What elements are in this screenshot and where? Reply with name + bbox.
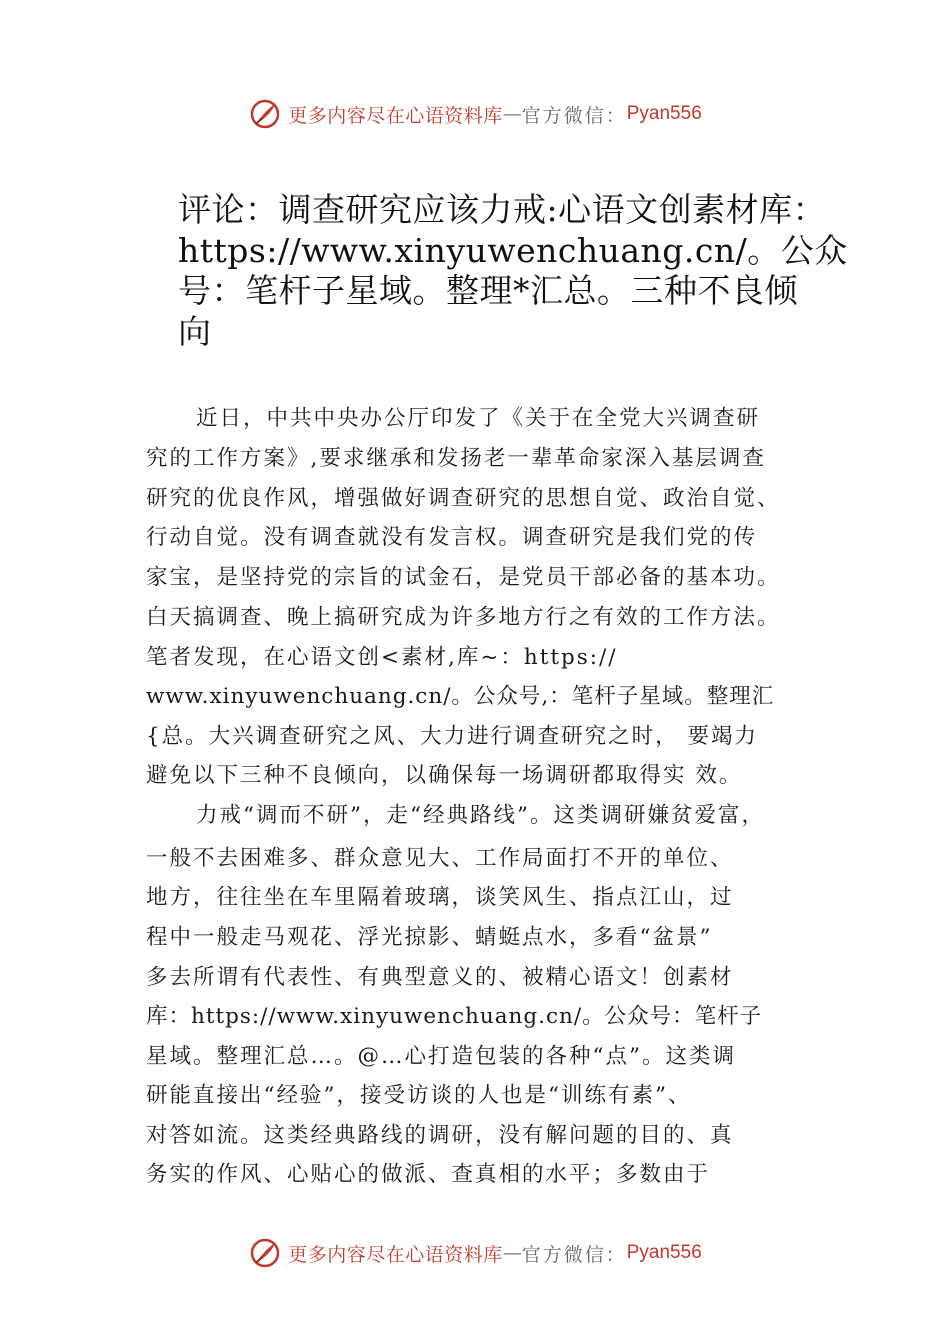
banner-main-text: 更多内容尽在心语资料库 — [288, 104, 503, 127]
body-line: 避免以下三种不良倾向，以确保每一场调研都取得实 效。 — [146, 763, 743, 788]
body-line: 研能直接出“经验”，接受访谈的人也是“训练有素”、 — [146, 1083, 692, 1108]
body-line: 对答如流。这类经典路线的调研，没有解问题的目的、真 — [146, 1123, 734, 1148]
body-line: 研究的优良作风，增强做好调查研究的思想自觉、政治自觉、 — [146, 486, 781, 511]
document-title — [178, 190, 858, 352]
body-line: 星域。整理汇总…。@…心打造包装的各种“点”。这类调 — [146, 1044, 736, 1069]
banner-official-label: 官方微信： — [521, 1243, 627, 1266]
body-line: 近日，中共中央办公厅印发了《关于在全党大兴调查研 — [196, 406, 761, 431]
body-line: 地方，往往坐在车里隔着玻璃，谈笑风生、指点江山，过 — [146, 885, 734, 910]
body-line: 力戒“调而不研”，走“经典路线”。这类调研嫌贫爱富， — [196, 803, 765, 828]
body-line: 程中一般走马观花、浮光掠影、蜻蜓点水，多看“盆景” — [146, 925, 713, 950]
body-line: 行动自觉。没有调查就没有发言权。调查研究是我们党的传 — [146, 525, 758, 550]
title-line: 向 — [178, 311, 212, 351]
body-line: 一般不去困难多、群众意见大、工作局面打不开的单位、 — [146, 846, 734, 871]
body-line: 究的工作方案》,要求继承和发扬老一辈革命家深入基层调查 — [146, 446, 766, 471]
body-line: 白天搞调查、晚上搞研究成为许多地方行之有效的工作方法。 — [146, 605, 781, 630]
banner-separator: — — [502, 1242, 522, 1264]
header-banner — [0, 94, 950, 134]
title-line: https://www.xinyuwenchuang.cn/。公众 — [178, 230, 848, 270]
banner-official-label: 官方微信： — [521, 104, 627, 127]
body-line: 务实的作风、心贴心的做派、查真相的水平；多数由于 — [146, 1162, 711, 1187]
body-line: 库：https://www.xinyuwenchuang.cn/。公众号：笔杆子 — [146, 1004, 763, 1029]
body-line: www.xinyuwenchuang.cn/。公众号,：笔杆子星域。整理汇 — [146, 684, 775, 709]
banner-separator: — — [502, 103, 522, 125]
feather-pen-logo-icon — [248, 97, 282, 131]
banner-wechat-id: Pyan556 — [626, 103, 702, 124]
banner-wechat-id: Pyan556 — [626, 1242, 702, 1263]
feather-pen-logo-icon — [248, 1236, 282, 1270]
title-line: 号：笔杆子星域。整理*汇总。三种不良倾 — [178, 271, 798, 310]
body-line: 家宝，是坚持党的宗旨的试金石，是党员干部必备的基本功。 — [146, 565, 781, 590]
footer-banner — [0, 1233, 950, 1273]
body-line: 多去所谓有代表性、有典型意义的、被精心语文！创素材 — [146, 965, 734, 990]
body-line: 笔者发现，在心语文创<素材,库~：https:// — [146, 645, 618, 670]
body-line: {总。大兴调查研究之风、大力进行调查研究之时， 要竭力 — [146, 724, 759, 749]
title-line: 评论：调查研究应该力戒:心语文创素材库： — [178, 190, 827, 229]
banner-main-text: 更多内容尽在心语资料库 — [288, 1243, 503, 1266]
